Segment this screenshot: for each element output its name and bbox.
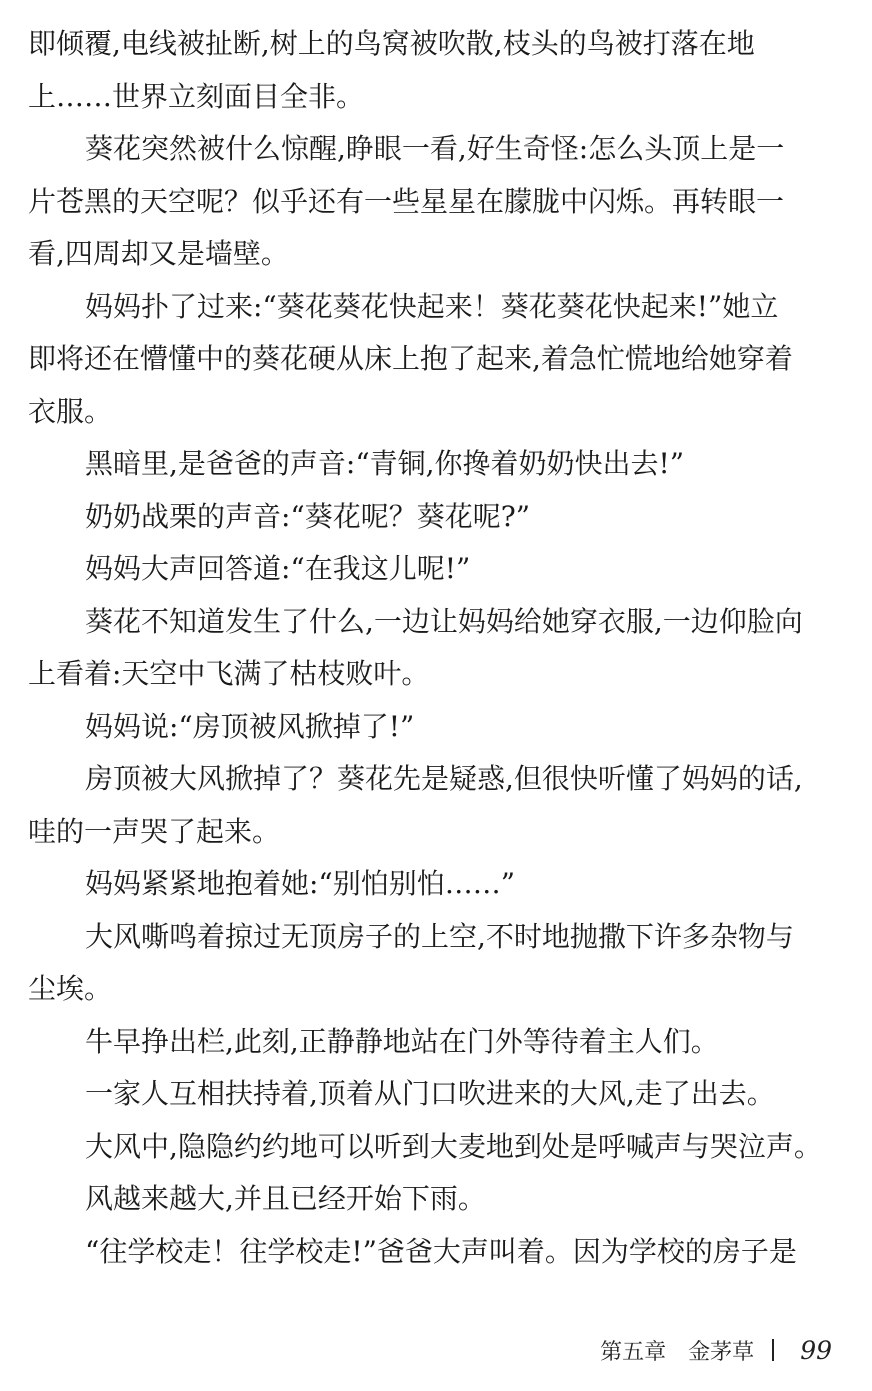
text-line: 上看着:天空中飞满了枯枝败叶。 [28, 657, 430, 690]
text-line: 即倾覆,电线被扯断,树上的鸟窝被吹散,枝头的鸟被打落在地 [28, 27, 755, 60]
text-line: “往学校走！往学校走!”爸爸大声叫着。因为学校的房子是 [85, 1234, 797, 1268]
text-line: 片苍黑的天空呢？似乎还有一些星星在朦胧中闪烁。再转眼一 [28, 184, 785, 218]
text-line: 哇的一声哭了起来。 [28, 814, 281, 848]
text-line: 衣服。 [28, 394, 113, 428]
text-line: 风越来越大,并且已经开始下雨。 [85, 1182, 486, 1215]
text-line: 黑暗里,是爸爸的声音:“青铜,你搀着奶奶快出去!” [85, 447, 685, 480]
text-line: 妈妈扑了过来:“葵花葵花快起来！葵花葵花快起来!”她立 [85, 289, 779, 323]
text-line: 上……世界立刻面目全非。 [28, 79, 365, 113]
text-line: 葵花不知道发生了什么,一边让妈妈给她穿衣服,一边仰脸向 [85, 604, 803, 638]
page-number: 99 [800, 1335, 832, 1365]
page-body-text [28, 18, 846, 1278]
page-footer [600, 1330, 832, 1370]
chapter-label: 第五章 [600, 1339, 667, 1365]
text-line: 大风中,隐隐约约地可以听到大麦地到处是呼喊声与哭泣声。 [85, 1129, 822, 1163]
text-line: 葵花突然被什么惊醒,睁眼一看,好生奇怪:怎么头顶上是一 [85, 132, 785, 165]
text-line: 妈妈大声回答道:“在我这儿呢!” [85, 552, 471, 585]
text-line: 妈妈紧紧地抱着她:“别怕别怕……” [85, 867, 516, 900]
text-line: 大风嘶鸣着掠过无顶房子的上空,不时地抛撒下许多杂物与 [85, 919, 794, 953]
text-line: 一家人互相扶持着,顶着从门口吹进来的大风,走了出去。 [85, 1077, 775, 1110]
text-line: 妈妈说:“房顶被风掀掉了!” [85, 709, 415, 743]
section-title: 金茅草 [688, 1339, 755, 1365]
text-line: 看,四周却又是墙壁。 [28, 237, 289, 270]
text-line: 奶奶战栗的声音:“葵花呢？葵花呢?” [85, 499, 531, 533]
text-line: 房顶被大风掀掉了？葵花先是疑惑,但很快听懂了妈妈的话, [85, 762, 803, 795]
footer-divider [772, 1339, 774, 1361]
text-line: 尘埃。 [28, 972, 113, 1005]
text-line: 牛早挣出栏,此刻,正静静地站在门外等待着主人们。 [85, 1024, 719, 1058]
text-line: 即将还在懵懂中的葵花硬从床上抱了起来,着急忙慌地给她穿着 [28, 342, 793, 375]
